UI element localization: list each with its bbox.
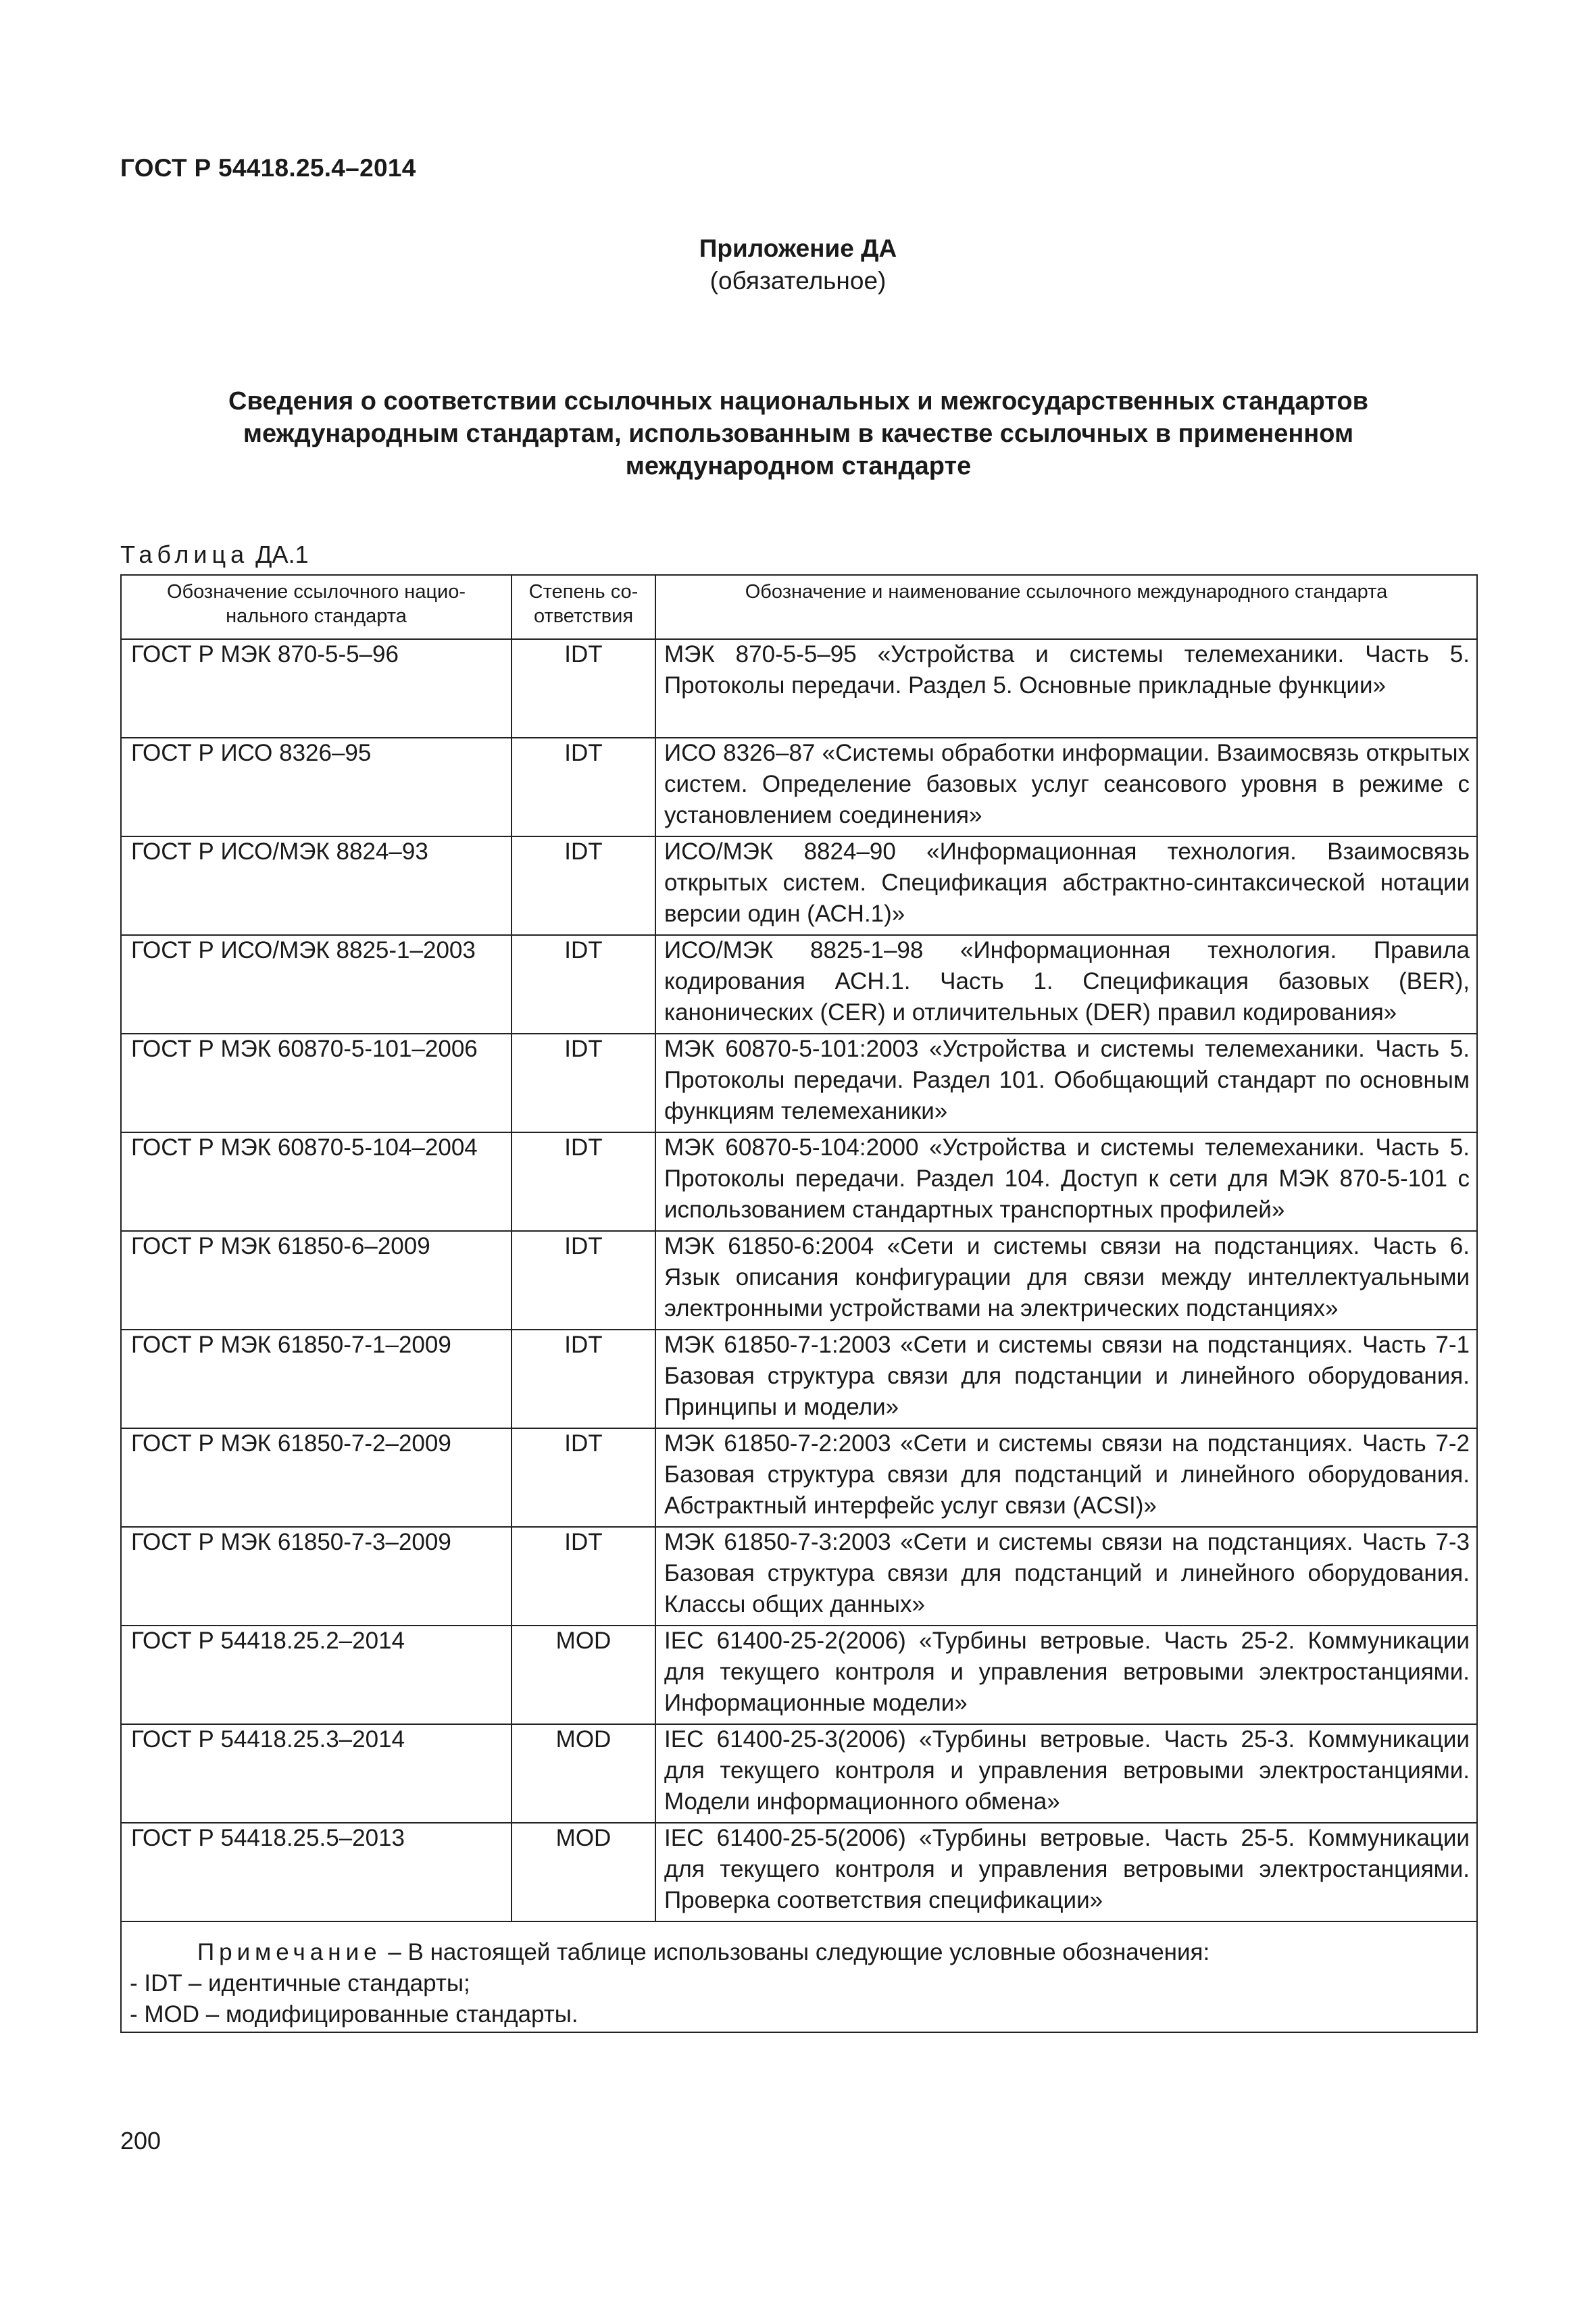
international-standard-cell-text: МЭК 870-5-5–95 «Устройства и системы телемеханики. Часть 5. Протоколы передачи. Раздел 5. Основные прикладные функции» — [664, 641, 1470, 699]
note-text: – В настоящей таблице использованы следующие условные обозначения: — [381, 1939, 1210, 1965]
international-standard-cell-text: IEC 61400-25-5(2006) «Турбины ветровые. Часть 25-5. Коммуникации для текущего контроля и управления ветровыми электростанциями. Проверка соответствия спецификации» — [664, 1825, 1470, 1913]
table-row — [121, 1034, 1477, 1132]
national-standard-cell-text: ГОСТ Р МЭК 60870-5-101–2006 — [131, 1036, 478, 1062]
national-standard-cell — [121, 1132, 512, 1231]
national-standard-cell-text: ГОСТ Р ИСО 8326–95 — [131, 740, 372, 766]
note-label: Примечание — [197, 1939, 382, 1965]
compliance-degree-cell-text: MOD — [555, 1628, 612, 1654]
international-standard-cell — [655, 1034, 1477, 1132]
compliance-degree-cell-text: MOD — [555, 1825, 612, 1851]
national-standard-cell-text: ГОСТ Р ИСО/МЭК 8825-1–2003 — [131, 937, 476, 963]
national-standard-cell-text: ГОСТ Р МЭК 60870-5-104–2004 — [131, 1134, 478, 1161]
standards-table — [120, 574, 1478, 2033]
column-header-degree: Степень со-ответствия — [512, 575, 655, 639]
note-line-idt: - IDT – идентичные стандарты; — [130, 1970, 470, 1996]
national-standard-cell-text: ГОСТ Р 54418.25.3–2014 — [131, 1726, 405, 1753]
table-body — [121, 639, 1477, 2032]
appendix-status: (обязательное) — [709, 267, 887, 295]
compliance-degree-cell-text: IDT — [564, 1332, 603, 1358]
international-standard-cell — [655, 1823, 1477, 1921]
international-standard-cell-text: МЭК 60870-5-101:2003 «Устройства и системы телемеханики. Часть 5. Протоколы передачи. Раздел 101. Обобщающий стандарт по основным функциям телемеханики» — [664, 1036, 1470, 1124]
national-standard-cell — [121, 1527, 512, 1626]
national-standard-cell — [121, 1330, 512, 1428]
international-standard-cell — [655, 1724, 1477, 1823]
international-standard-cell — [655, 1527, 1477, 1626]
compliance-degree-cell-text: IDT — [564, 1430, 603, 1457]
international-standard-cell — [655, 1330, 1477, 1428]
international-standard-cell-text: ИСО/МЭК 8824–90 «Информационная технология. Взаимосвязь открытых систем. Спецификация абстрактно-синтаксической нотации версии один (АСН.1)» — [664, 838, 1470, 927]
table-row — [121, 1527, 1477, 1626]
heading-line: международном стандарте — [625, 452, 972, 480]
compliance-degree-cell — [512, 1034, 655, 1132]
international-standard-cell — [655, 836, 1477, 935]
national-standard-cell — [121, 1034, 512, 1132]
section-heading — [120, 385, 1476, 482]
compliance-degree-cell-text: IDT — [564, 740, 603, 766]
heading-line: международным стандартам, использованным в качестве ссылочных в примененном — [243, 420, 1354, 448]
national-standard-cell — [121, 1231, 512, 1330]
compliance-degree-cell-text: IDT — [564, 1036, 603, 1062]
international-standard-cell — [655, 639, 1477, 738]
compliance-degree-cell-text: IDT — [564, 1529, 603, 1555]
international-standard-cell — [655, 1132, 1477, 1231]
table-header-row — [121, 575, 1477, 639]
national-standard-cell-text: ГОСТ Р 54418.25.5–2013 — [131, 1825, 405, 1851]
note-heading — [197, 1937, 1470, 1968]
international-standard-cell-text: ИСО 8326–87 «Системы обработки информации. Взаимосвязь открытых систем. Определение базовых услуг сеансового уровня в режиме с установлением соединения» — [664, 740, 1470, 828]
national-standard-cell — [121, 1428, 512, 1527]
compliance-degree-cell-text: IDT — [564, 641, 603, 668]
compliance-degree-cell — [512, 1132, 655, 1231]
international-standard-cell-text: IEC 61400-25-3(2006) «Турбины ветровые. Часть 25-3. Коммуникации для текущего контроля и управления ветровыми электростанциями. Модели информационного обмена» — [664, 1726, 1470, 1815]
appendix-title: Приложение ДА — [699, 234, 897, 262]
table-row — [121, 836, 1477, 935]
table-row — [121, 1823, 1477, 1921]
international-standard-cell-text: МЭК 61850-7-3:2003 «Сети и системы связи на подстанциях. Часть 7-3 Базовая структура связи для подстанций и линейного оборудования. Классы общих данных» — [664, 1529, 1470, 1617]
appendix-block — [0, 232, 1596, 297]
national-standard-cell — [121, 836, 512, 935]
table-row — [121, 1231, 1477, 1330]
international-standard-cell — [655, 1231, 1477, 1330]
column-header-international: Обозначение и наименование ссылочного международного стандарта — [655, 575, 1477, 639]
table-row — [121, 738, 1477, 836]
international-standard-cell-text: ИСО/МЭК 8825-1–98 «Информационная технология. Правила кодирования АСН.1. Часть 1. Спецификация базовых (BER), канонических (CER) и отличительных (DER) правил кодирования» — [664, 937, 1470, 1026]
international-standard-cell-text: МЭК 61850-6:2004 «Сети и системы связи на подстанциях. Часть 6. Язык описания конфигурации для связи между интеллектуальными электронными устройствами на электрических подстанциях» — [664, 1233, 1470, 1322]
international-standard-cell-text: IEC 61400-25-2(2006) «Турбины ветровые. Часть 25-2. Коммуникации для текущего контроля и управления ветровыми электростанциями. Информационные модели» — [664, 1628, 1470, 1716]
international-standard-cell — [655, 935, 1477, 1034]
national-standard-cell-text: ГОСТ Р МЭК 870-5-5–96 — [131, 641, 399, 668]
compliance-degree-cell — [512, 1330, 655, 1428]
national-standard-cell — [121, 1823, 512, 1921]
national-standard-cell-text: ГОСТ Р МЭК 61850-7-3–2009 — [131, 1529, 451, 1555]
compliance-degree-cell — [512, 738, 655, 836]
compliance-degree-cell — [512, 1428, 655, 1527]
compliance-degree-cell-text: MOD — [555, 1726, 612, 1753]
note-line-mod: - MOD – модифицированные стандарты. — [130, 2001, 578, 2028]
compliance-degree-cell — [512, 1626, 655, 1724]
international-standard-cell — [655, 1428, 1477, 1527]
compliance-degree-cell — [512, 1231, 655, 1330]
page-number: 200 — [120, 2127, 161, 2155]
international-standard-cell-text: МЭК 60870-5-104:2000 «Устройства и системы телемеханики. Часть 5. Протоколы передачи. Раздел 104. Доступ к сети для МЭК 870-5-101 с использованием стандартных транспортных профилей» — [664, 1134, 1470, 1223]
document-code: ГОСТ Р 54418.25.4–2014 — [120, 154, 416, 182]
heading-line: Сведения о соответствии ссылочных национальных и межгосударственных стандартов — [228, 387, 1368, 416]
national-standard-cell-text: ГОСТ Р МЭК 61850-7-2–2009 — [131, 1430, 451, 1457]
table-caption-id: ДА.1 — [255, 540, 309, 568]
table-note — [121, 1921, 1477, 2032]
international-standard-cell — [655, 1626, 1477, 1724]
national-standard-cell-text: ГОСТ Р МЭК 61850-6–2009 — [131, 1233, 430, 1259]
international-standard-cell-text: МЭК 61850-7-2:2003 «Сети и системы связи на подстанциях. Часть 7-2 Базовая структура связи для подстанций и линейного оборудования. Абстрактный интерфейс услуг связи (ACSI)» — [664, 1430, 1470, 1519]
compliance-degree-cell-text: IDT — [564, 1134, 603, 1161]
table-caption — [120, 540, 309, 569]
compliance-degree-cell — [512, 935, 655, 1034]
national-standard-cell — [121, 1626, 512, 1724]
international-standard-cell — [655, 738, 1477, 836]
table-row — [121, 1330, 1477, 1428]
table-row — [121, 935, 1477, 1034]
national-standard-cell-text: ГОСТ Р ИСО/МЭК 8824–93 — [131, 838, 428, 865]
table-row — [121, 639, 1477, 738]
table-caption-label: Таблица — [120, 540, 249, 568]
compliance-degree-cell — [512, 1823, 655, 1921]
national-standard-cell-text: ГОСТ Р МЭК 61850-7-1–2009 — [131, 1332, 451, 1358]
compliance-degree-cell-text: IDT — [564, 1233, 603, 1259]
note-row — [121, 1921, 1477, 2032]
international-standard-cell-text: МЭК 61850-7-1:2003 «Сети и системы связи на подстанциях. Часть 7-1 Базовая структура связи для подстанции и линейного оборудования. Принципы и модели» — [664, 1332, 1470, 1420]
compliance-degree-cell-text: IDT — [564, 937, 603, 963]
national-standard-cell — [121, 935, 512, 1034]
national-standard-cell-text: ГОСТ Р 54418.25.2–2014 — [131, 1628, 405, 1654]
column-header-national: Обозначение ссылочного нацио-нального стандарта — [121, 575, 512, 639]
compliance-degree-cell — [512, 836, 655, 935]
table-row — [121, 1428, 1477, 1527]
compliance-degree-cell — [512, 639, 655, 738]
table-row — [121, 1626, 1477, 1724]
table-row — [121, 1132, 1477, 1231]
table-row — [121, 1724, 1477, 1823]
compliance-degree-cell-text: IDT — [564, 838, 603, 865]
compliance-degree-cell — [512, 1724, 655, 1823]
national-standard-cell — [121, 1724, 512, 1823]
national-standard-cell — [121, 738, 512, 836]
national-standard-cell — [121, 639, 512, 738]
compliance-degree-cell — [512, 1527, 655, 1626]
